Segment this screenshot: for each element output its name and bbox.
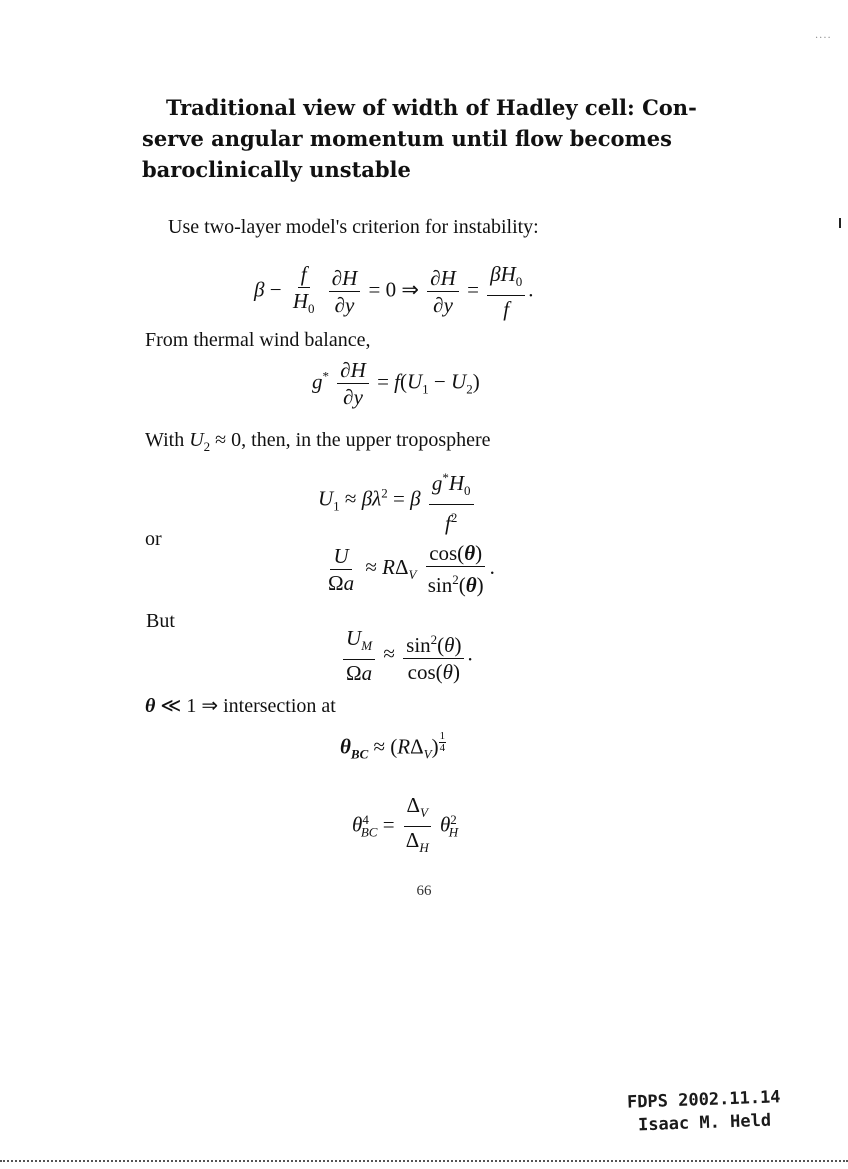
intersection-text: intersection at <box>223 695 336 717</box>
equation-um-over-omega-a: $\frac{U_M}{\Omega a}$ ≈ $\frac{\sin^2(\theta)}{\cos(\theta)}$ . <box>340 626 473 685</box>
signature-date: FDPS 2002.11.14 <box>626 1087 781 1113</box>
equation-theta-bc: $\theta_{BC} \approx (R\Delta_V)$ $^{\frac{1}{4}}$ <box>340 730 446 762</box>
heading-line-3: baroclinically unstable <box>142 157 411 182</box>
heading-line-2: serve angular momentum until flow becomes <box>142 126 672 151</box>
edge-tick <box>839 218 841 228</box>
paragraph-intersection: θ ≪ 1 ⇒ intersection at <box>145 695 336 717</box>
heading-line-1: Traditional view of width of Hadley cell: Con- <box>166 95 697 120</box>
signature-name: Isaac M. Held <box>637 1110 772 1136</box>
equation-theta-bc-fourth: $\theta^4_{BC}$ = $\frac{\Delta_V}{\Delta_H}$ $\theta^2_H$ <box>352 793 459 856</box>
page-heading <box>142 92 702 185</box>
paragraph-two-layer: Use two-layer model's criterion for instability: <box>168 216 539 238</box>
equation-u-over-omega-a: $\frac{U}{\Omega a}$ ≈ $R\Delta_V$ $\frac{\cos(\theta)}{\sin^2(\theta)}$ . <box>328 541 495 597</box>
word-or: or <box>145 528 162 550</box>
equation-instability: β − $\frac{f}{H_0}$ $\frac{\partial H}{\partial y}$ = 0 ⇒ $\frac{\partial H}{\partial y}$ = $\frac{\beta H_0}{f}$ . <box>254 262 534 322</box>
with-u2-prefix: With <box>145 429 190 451</box>
equation-u1: $U_1 \approx \beta\lambda^2 = \beta$ $\frac{g^*H_0}{f^2}$ <box>318 466 477 535</box>
paragraph-thermal-wind: From thermal wind balance, <box>145 329 371 351</box>
equation-thermal-wind: g* $\frac{\partial H}{\partial y}$ = $f(U_1 - U_2)$ <box>312 358 480 409</box>
corner-mark: .... <box>815 30 832 41</box>
page-number: 66 <box>416 883 432 899</box>
bottom-border <box>0 1160 848 1162</box>
word-but: But <box>146 610 175 632</box>
paragraph-with-u2: With $U_2 \approx 0$, then, in the upper troposphere <box>145 429 491 454</box>
with-u2-suffix: , then, in the upper troposphere <box>241 429 491 451</box>
